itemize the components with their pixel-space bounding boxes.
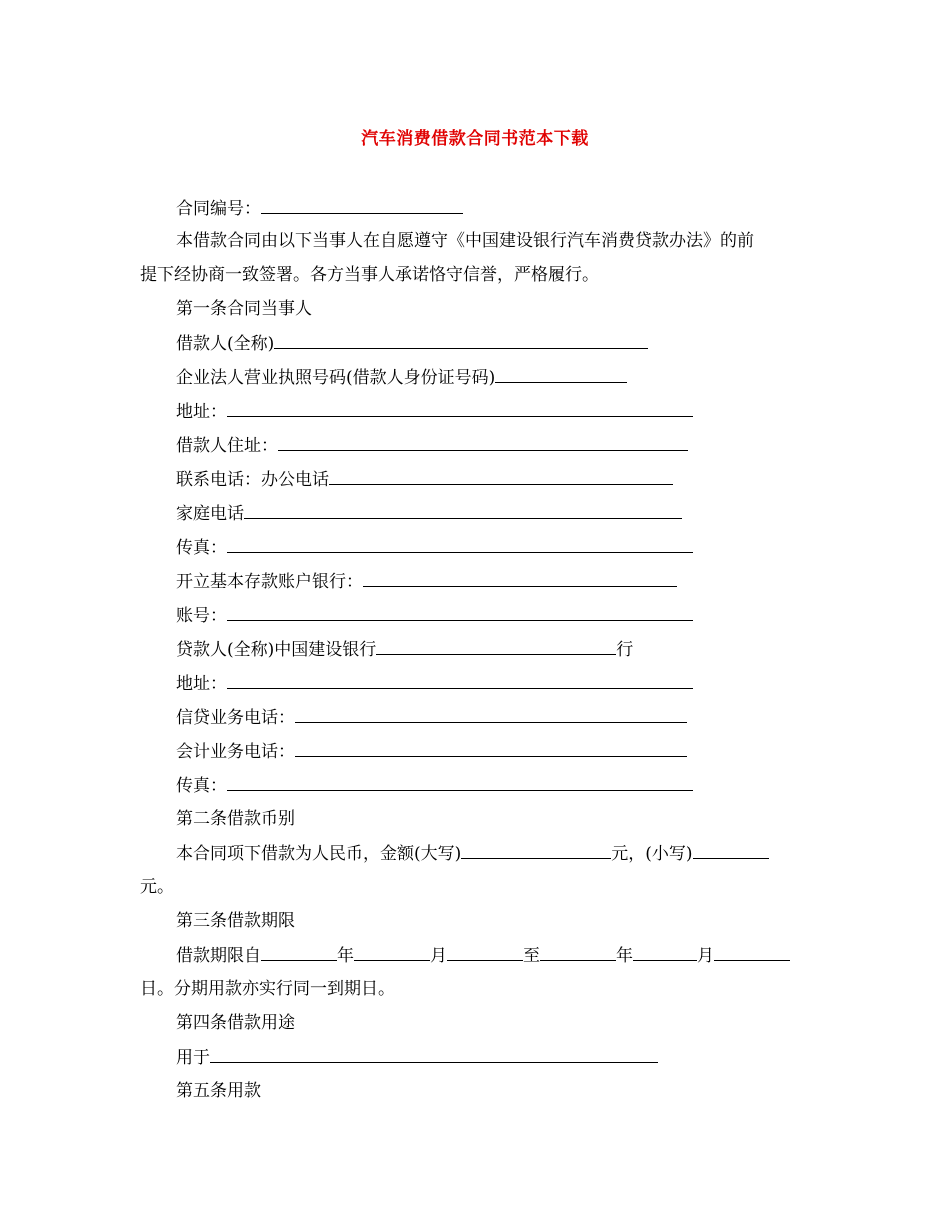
lender-fax-line	[176, 774, 693, 797]
office-phone-blank[interactable]	[329, 468, 673, 485]
license-blank[interactable]	[495, 366, 627, 383]
borrower-fax-line	[176, 536, 693, 559]
home-phone-label: 家庭电话	[176, 504, 244, 524]
lender-fax-blank[interactable]	[227, 774, 693, 791]
amount-upper-blank[interactable]	[461, 842, 611, 859]
start-month-label: 月	[430, 946, 447, 966]
account-blank[interactable]	[227, 604, 693, 621]
borrower-name-blank[interactable]	[274, 332, 648, 349]
lender-name-line	[176, 638, 633, 661]
borrower-name-label: 借款人(全称)	[176, 334, 275, 354]
lender-address-line	[176, 672, 693, 695]
currency-line-end: 元。	[140, 877, 174, 897]
license-label: 企业法人营业执照号码(借款人身份证号码)	[176, 368, 496, 388]
end-month-label: 月	[697, 946, 714, 966]
lender-fax-label: 传真：	[176, 776, 227, 796]
purpose-label: 用于	[176, 1048, 210, 1068]
lender-address-label: 地址：	[176, 674, 227, 694]
term-line	[176, 944, 790, 967]
amount-lower-blank[interactable]	[693, 842, 769, 859]
accounting-phone-line	[176, 740, 687, 763]
bank-open-line	[176, 570, 677, 593]
lender-name-blank[interactable]	[376, 638, 616, 655]
start-year-blank[interactable]	[261, 944, 337, 961]
amount-upper-label: 本合同项下借款为人民币，金额(大写)	[176, 844, 462, 864]
currency-line	[176, 842, 769, 865]
home-phone-line	[176, 502, 682, 525]
lender-address-blank[interactable]	[227, 672, 693, 689]
license-line	[176, 366, 627, 389]
term-to-label: 至	[523, 946, 540, 966]
article-5-heading: 第五条用款	[176, 1081, 261, 1101]
article-2-heading: 第二条借款币别	[176, 809, 295, 829]
start-day-blank[interactable]	[447, 944, 523, 961]
term-from-label: 借款期限自	[176, 946, 261, 966]
accounting-phone-blank[interactable]	[295, 740, 687, 757]
borrower-fax-label: 传真：	[176, 538, 227, 558]
amount-lower-label: 元，(小写)	[611, 844, 693, 864]
end-year-blank[interactable]	[540, 944, 616, 961]
borrower-address-blank[interactable]	[227, 400, 693, 417]
borrower-residence-line	[176, 434, 688, 457]
credit-phone-blank[interactable]	[295, 706, 687, 723]
start-year-label: 年	[337, 946, 354, 966]
office-phone-label: 联系电话：办公电话	[176, 470, 329, 490]
borrower-fax-blank[interactable]	[227, 536, 693, 553]
borrower-address-label: 地址：	[176, 402, 227, 422]
borrower-name-line	[176, 332, 648, 355]
end-month-blank[interactable]	[633, 944, 697, 961]
borrower-residence-label: 借款人住址：	[176, 436, 278, 456]
end-year-label: 年	[616, 946, 633, 966]
term-line-end: 日。分期用款亦实行同一到期日。	[140, 979, 395, 999]
purpose-blank[interactable]	[210, 1046, 658, 1063]
credit-phone-line	[176, 706, 687, 729]
account-line	[176, 604, 693, 627]
home-phone-blank[interactable]	[244, 502, 682, 519]
intro-line-1: 本借款合同由以下当事人在自愿遵守《中国建设银行汽车消费贷款办法》的前	[176, 231, 754, 251]
contract-number-line	[176, 197, 463, 220]
start-month-blank[interactable]	[354, 944, 430, 961]
document-title: 汽车消费借款合同书范本下载	[361, 129, 589, 149]
borrower-residence-blank[interactable]	[278, 434, 688, 451]
account-label: 账号：	[176, 606, 227, 626]
article-4-heading: 第四条借款用途	[176, 1013, 295, 1033]
purpose-line	[176, 1046, 658, 1069]
contract-number-label: 合同编号：	[176, 199, 261, 219]
bank-open-blank[interactable]	[363, 570, 677, 587]
accounting-phone-label: 会计业务电话：	[176, 742, 295, 762]
bank-open-label: 开立基本存款账户银行：	[176, 572, 363, 592]
credit-phone-label: 信贷业务电话：	[176, 708, 295, 728]
article-1-heading: 第一条合同当事人	[176, 299, 312, 319]
intro-line-2: 提下经协商一致签署。各方当事人承诺恪守信誉，严格履行。	[140, 265, 599, 285]
article-3-heading: 第三条借款期限	[176, 911, 295, 931]
borrower-address-line	[176, 400, 693, 423]
lender-name-suffix: 行	[616, 640, 634, 660]
end-day-blank[interactable]	[714, 944, 790, 961]
lender-name-label: 贷款人(全称)中国建设银行	[176, 640, 377, 660]
contract-number-blank[interactable]	[261, 197, 463, 214]
office-phone-line	[176, 468, 673, 491]
